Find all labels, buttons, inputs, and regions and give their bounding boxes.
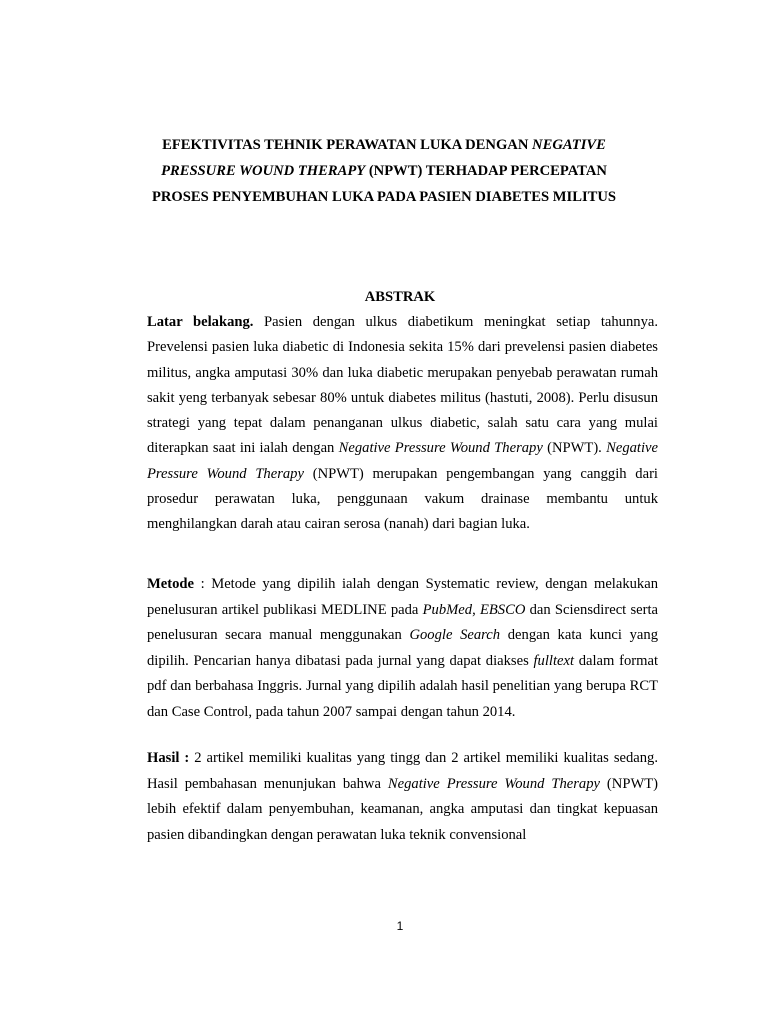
method-text-d: dengan kata kunci yang dipilih. Pencarian hanya dibatasi pada jurnal yang dapat diakses [147, 627, 658, 669]
background-italic-a: Negative Pressure Wound Therapy [338, 440, 543, 457]
title-line-1 [120, 133, 648, 159]
background-text-c: (NPWT) merupakan pengembangan yang canggih dari prosedur perawatan luka, penggunaan vakum drainase membantu untuk menghilangkan darah atau cairan serosa (nanah) dari bagian luka. [147, 465, 658, 533]
title-line-3: PROSES PENYEMBUHAN LUKA PADA PASIEN DIABETES MILITUS [151, 188, 617, 205]
background-label: Latar belakang. [147, 314, 254, 330]
background-italic-b: Negative Pressure Wound Therapy [147, 440, 658, 482]
method-italic-b: EBSCO [479, 601, 526, 618]
title-line-1-italic: NEGATIVE [532, 137, 606, 153]
abstract-background-paragraph [147, 310, 658, 538]
abstract-result-paragraph [147, 746, 658, 848]
background-text-a: Pasien dengan ulkus diabetikum meningkat setiap tahunnya. Prevelensi pasien luka diabetic di Indonesia sekita 15% dari prevelensi pasien diabetes militus, angka amputasi 30% dan luka diabetic merupakan penyebab perawatan rumah sakit yeng terbanyak sebesar 80% untuk diabetes militus (hastuti, 2008). Perlu disusun strategi yang tepat dalam penanganan ulkus diabetic, salah satu cara yang mulai diterapkan saat ini ialah dengan [147, 314, 658, 457]
title-line-2-italic: PRESSURE WOUND THERAPY [161, 162, 366, 179]
abstract-method-paragraph [147, 572, 658, 725]
method-italic-a: PubMed [422, 601, 473, 618]
method-text-c: dan Sciensdirect serta penelusuran secara manual menggunakan [147, 601, 658, 643]
method-italic-c: Google Search [409, 627, 501, 643]
abstract-heading: ABSTRAK [364, 289, 436, 305]
method-text-e: dalam format pdf dan berbahasa Inggris. Jurnal yang dipilih adalah hasil penelitian yang berupa RCT dan Case Control, pada tahun 2007 sampai dengan tahun 2014. [147, 652, 659, 720]
result-text-b: (NPWT) lebih efektif dalam penyembuhan, keamanan, angka amputasi dan tingkat kepuasan pasien dibandingkan dengan perawatan luka teknik convensional [147, 775, 658, 843]
method-text-b: , [472, 601, 480, 618]
background-text-b: (NPWT). [542, 440, 607, 457]
document-title [120, 133, 648, 210]
result-label: Hasil : [147, 750, 190, 766]
page-number: 1 [396, 919, 404, 933]
method-text-a: : Metode yang dipilih ialah dengan Systematic review, dengan melakukan penelusuran artikel publikasi MEDLINE pada [147, 576, 658, 618]
result-italic-a: Negative Pressure Wound Therapy [387, 775, 600, 792]
title-line-2-text: (NPWT) TERHADAP PERCEPATAN [368, 162, 607, 179]
title-line-2 [120, 159, 648, 185]
method-italic-d: fulltext [533, 652, 575, 669]
method-label: Metode [147, 576, 195, 592]
result-text-a: 2 artikel memiliki kualitas yang tingg dan 2 artikel memiliki kualitas sedang. Hasil pembahasan menunjukan bahwa [147, 750, 658, 792]
title-line-1-text: EFEKTIVITAS TEHNIK PERAWATAN LUKA DENGAN [162, 137, 529, 153]
